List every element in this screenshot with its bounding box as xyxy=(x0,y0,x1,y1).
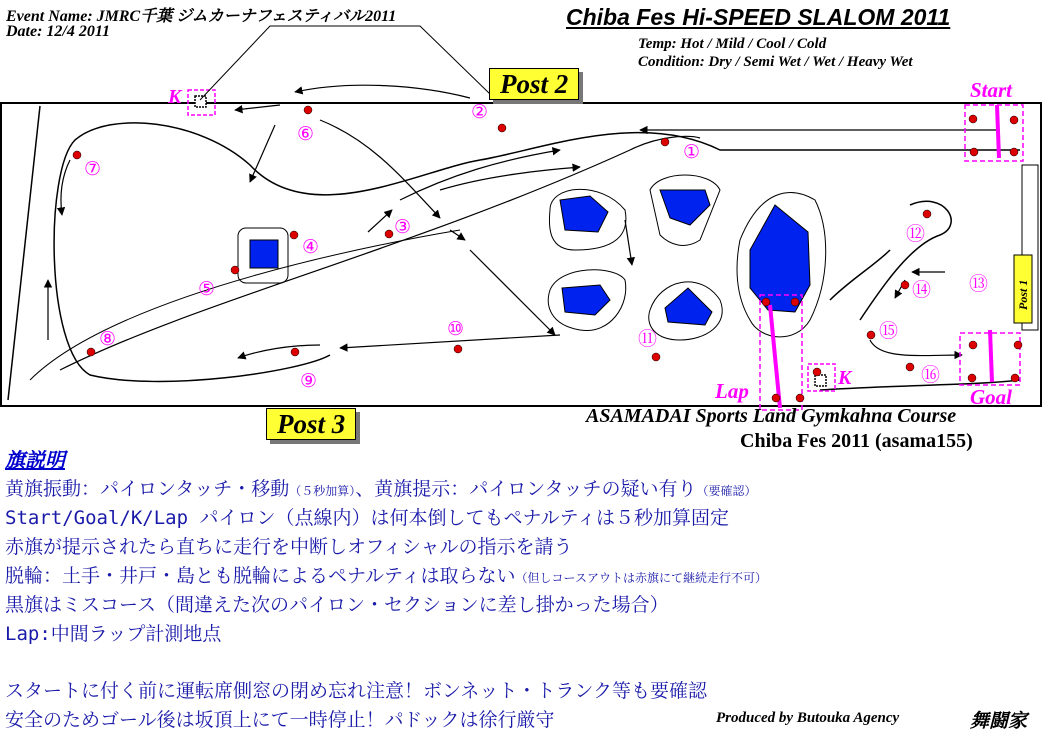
pylon-dot xyxy=(762,298,770,306)
arrow-2 xyxy=(295,85,470,98)
note-line-3: 赤旗が提示されたら直ちに走行を中断しオフィシャルの指示を請う xyxy=(5,536,573,558)
arrow-4b xyxy=(440,167,580,190)
boundary-slope xyxy=(8,106,40,400)
post1-label: Post 1 xyxy=(1016,279,1030,310)
note-line-2: Start/Goal/K/Lap パイロン（点線内）は何本倒してもペナルティは５秒加算固定 xyxy=(5,507,729,529)
arrow-15 xyxy=(870,340,962,356)
start-label: Start xyxy=(970,78,1013,102)
pylon-dot xyxy=(1011,374,1019,382)
condition-options: Condition: Dry / Semi Wet / Wet / Heavy Wet xyxy=(638,54,913,70)
course-arrows xyxy=(30,85,1000,380)
note-1-small2: （要確認） xyxy=(696,484,757,498)
event-name: Event Name: JMRC千葉 ジムカーナフェスティバル2011 xyxy=(6,8,397,25)
pylon-label-4: ④ xyxy=(302,236,320,258)
island-top-left xyxy=(549,189,626,250)
pylon-dot xyxy=(87,348,95,356)
producer-credit: Produced by Butouka Agency xyxy=(716,710,900,726)
note-4-small: （但しコースアウトは赤旗にて継続走行不可） xyxy=(515,571,767,585)
flag-notes-title: 旗説明 xyxy=(5,448,65,472)
pylon-dot xyxy=(772,394,780,402)
pylon-label-2: ② xyxy=(471,101,489,123)
pylon-label-8: ⑧ xyxy=(99,328,117,350)
pylon-label-14: ⑭ xyxy=(912,279,932,301)
note-line-6: Lap:中間ラップ計測地点 xyxy=(5,623,222,645)
pylon-label-15: ⑮ xyxy=(879,320,899,342)
leader-line xyxy=(200,26,490,100)
pylon-dot xyxy=(498,124,506,132)
start-line xyxy=(997,105,999,158)
pylon-dot xyxy=(796,394,804,402)
pylon-dot xyxy=(652,353,660,361)
note-line-4 xyxy=(5,561,767,588)
note-1-main: 黄旗振動：パイロンタッチ・移動 xyxy=(5,478,290,500)
note-1-small: （５秒加算） xyxy=(289,484,356,498)
arrow-3b xyxy=(368,210,392,232)
inner-wall-3 xyxy=(860,201,951,320)
arrow-6b xyxy=(320,120,440,218)
pylon-dot xyxy=(291,348,299,356)
temp-options: Temp: Hot / Mild / Cool / Cold xyxy=(638,36,827,52)
pylon-label-6: ⑥ xyxy=(297,123,315,145)
pylon-dot xyxy=(290,231,298,239)
pylon-label-12: ⑫ xyxy=(906,223,926,245)
pylon-dot xyxy=(231,266,239,274)
pylon-dot xyxy=(661,138,669,146)
event-date: Date: 12/4 2011 xyxy=(6,23,110,40)
island-top-right xyxy=(650,175,720,245)
post2-badge: Post 2 xyxy=(489,68,579,100)
inner-wall xyxy=(54,123,1020,382)
pylon-dot xyxy=(867,331,875,339)
arrow-3 xyxy=(235,105,280,110)
pylon-dot xyxy=(385,230,393,238)
note-line-1 xyxy=(5,474,757,501)
arrow-mid-2 xyxy=(470,250,555,335)
pylon-label-3: ③ xyxy=(394,216,412,238)
island-long xyxy=(737,193,826,337)
pylon-dot xyxy=(923,210,931,218)
pylon-dot xyxy=(968,374,976,382)
arrow-9 xyxy=(238,345,320,358)
pylon-label-9: ⑨ xyxy=(300,370,318,392)
pylon-label-5: ⑤ xyxy=(198,278,216,300)
goal-line xyxy=(990,330,992,382)
arrow-6 xyxy=(250,125,275,182)
island-bottom-right xyxy=(649,282,723,340)
checker-top xyxy=(195,96,206,107)
pylon-dot xyxy=(813,368,821,376)
pylon-dot xyxy=(791,298,799,306)
pylon-dot xyxy=(970,148,978,156)
note-1-main2: 、黄旗提示：パイロンタッチの疑い有り xyxy=(355,478,697,500)
goal-label: Goal xyxy=(970,385,1012,409)
pylon-label-13: ⑬ xyxy=(969,273,989,295)
pylon-label-10: ⑩ xyxy=(447,318,465,340)
arrow-mid-3 xyxy=(625,220,632,265)
pylon-label-1: ① xyxy=(683,141,701,163)
venue-name: ASAMADAI Sports Land Gymkahna Course xyxy=(586,405,957,427)
pylon-label-7: ⑦ xyxy=(84,158,102,180)
post3-badge: Post 3 xyxy=(266,408,356,440)
pylon-dot xyxy=(1014,341,1022,349)
pylon-dot xyxy=(304,106,312,114)
pylon-dot xyxy=(454,345,462,353)
k-label-top: K xyxy=(168,86,182,108)
pylon-dot xyxy=(969,115,977,123)
note-line-8: 安全のためゴール後は坂頂上にて一時停止！パドックは徐行厳守 xyxy=(5,709,555,731)
pylon-dot xyxy=(1010,148,1018,156)
note-line-7: スタートに付く前に運転席側窓の閉め忘れ注意！ボンネット・トランク等も要確認 xyxy=(5,680,708,702)
checker-bottom xyxy=(815,375,826,386)
pylon-label-11: ⑪ xyxy=(638,328,658,350)
pylon-dot xyxy=(969,341,977,349)
pylon-label-16: ⑯ xyxy=(921,364,941,386)
arrow-long-2 xyxy=(60,136,700,370)
island-bottom-left xyxy=(548,270,625,331)
course-credit: Chiba Fes 2011 (asama155) xyxy=(740,430,973,452)
k-label-bottom: K xyxy=(838,367,852,389)
pylon-dot xyxy=(901,281,909,289)
agency-logo: 舞闘家 xyxy=(970,710,1028,732)
inner-wall-4 xyxy=(830,250,890,300)
pylon-dot xyxy=(1010,116,1018,124)
note-line-5: 黒旗はミスコース（間違えた次のパイロン・セクションに差し掛かった場合） xyxy=(5,594,669,616)
island-square xyxy=(238,228,288,283)
pylon-dot xyxy=(906,363,914,371)
pylon-dot xyxy=(73,151,81,159)
lap-label: Lap xyxy=(715,379,749,403)
arrow-mid-1 xyxy=(450,230,465,240)
note-4-main: 脱輪：土手・井戸・島とも脱輪によるペナルティは取らない xyxy=(5,565,516,587)
main-title: Chiba Fes Hi-SPEED SLALOM 2011 xyxy=(566,4,951,30)
